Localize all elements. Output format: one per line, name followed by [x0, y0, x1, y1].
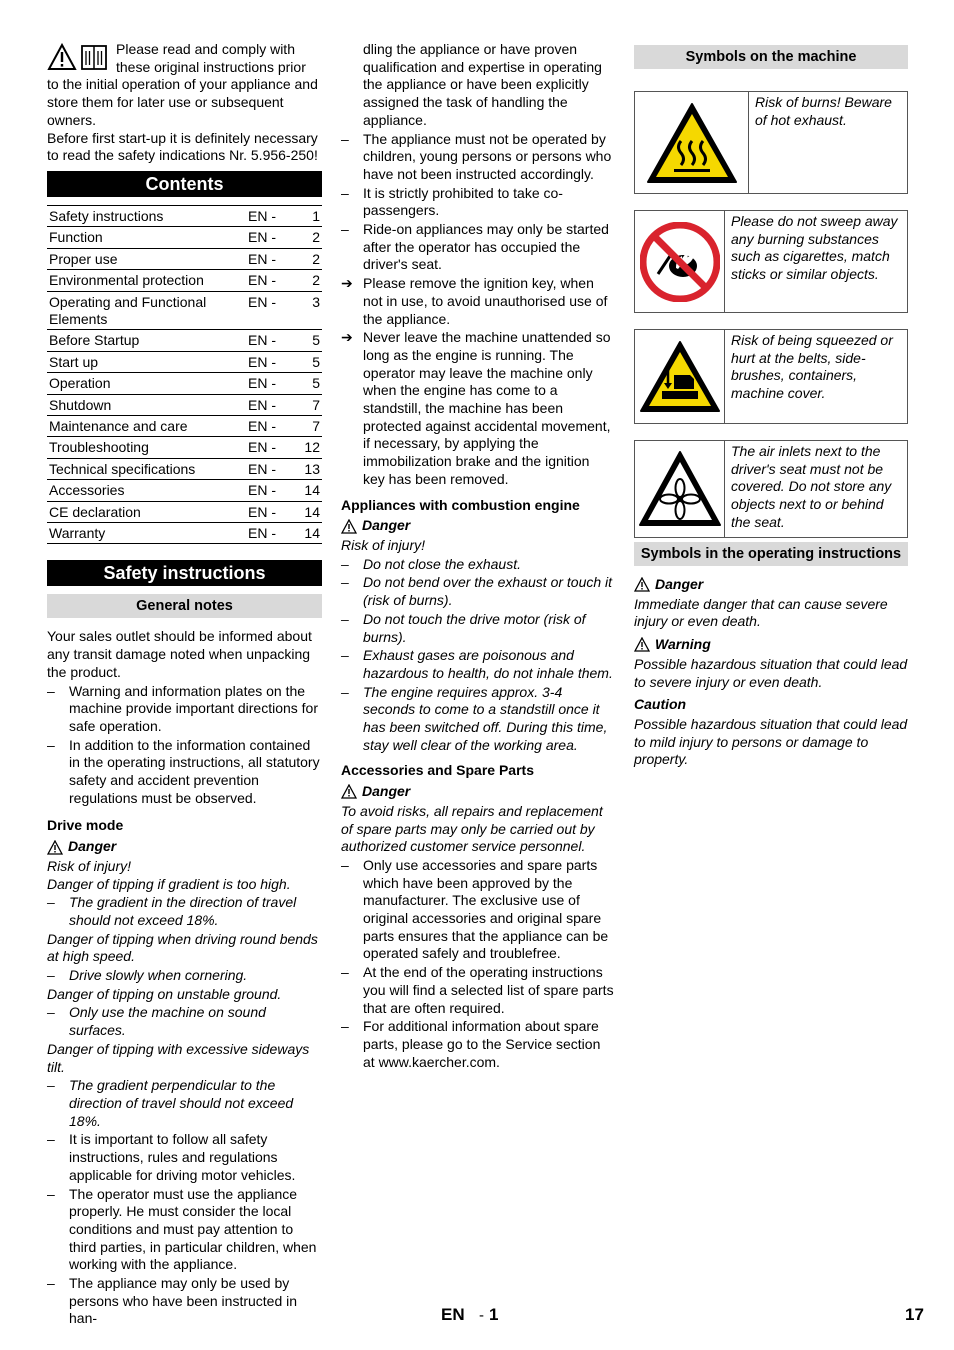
symbol-icon-cell — [635, 441, 725, 537]
contents-title: Contents — [47, 171, 322, 197]
toc-page: 2 — [294, 248, 322, 269]
intro-text-rest: to the initial operation of your appliance and store them for later use or subsequent owners. — [47, 76, 318, 128]
warning-heading: Warning — [634, 636, 908, 654]
safety-title: Safety instructions — [47, 560, 322, 586]
list-item: – The gradient in the direction of travel should not exceed 18%. — [47, 894, 297, 928]
column-3 — [634, 41, 908, 769]
table-row — [47, 394, 322, 415]
toc-en: EN - — [248, 458, 294, 479]
toc-en: EN - — [248, 415, 294, 436]
list-item: – At the end of the operating instructions you will find a selected list of spare parts that are often required. — [341, 964, 614, 1016]
warning-description: Possible hazardous situation that could lead to severe injury or even death. — [634, 655, 908, 690]
list-item: – Drive slowly when cornering. — [47, 967, 248, 984]
general-notes-title: General notes — [47, 594, 322, 618]
table-row — [47, 373, 322, 394]
toc-page: 14 — [294, 501, 322, 522]
table-row — [47, 415, 322, 436]
list-item: – It is important to follow all safety instructions, rules and regulations applicable for driving motor vehicles. — [47, 1131, 296, 1183]
table-row — [47, 227, 322, 248]
table-row — [47, 437, 322, 458]
toc-en: EN - — [248, 373, 294, 394]
toc-label: Troubleshooting — [47, 437, 248, 458]
toc-en: EN - — [248, 394, 294, 415]
toc-en: EN - — [248, 351, 294, 372]
footer-page-number: 17 — [905, 1305, 924, 1324]
table-row — [47, 330, 322, 351]
toc-page: 2 — [294, 227, 322, 248]
danger-heading: Danger — [341, 783, 614, 801]
intro-section — [47, 41, 322, 165]
intro-icons — [47, 43, 111, 75]
toc-en: EN - — [248, 248, 294, 269]
toc-en: EN - — [248, 523, 294, 544]
list-item: – For additional information about spare parts, please go to the Service section at www.kaercher.com. — [341, 1018, 601, 1070]
toc-en: EN - — [248, 205, 294, 226]
warning-triangle-icon — [634, 577, 650, 592]
symbol-icon-cell — [635, 330, 725, 423]
danger-heading: Danger — [341, 517, 614, 535]
general-notes-text: Your sales outlet should be informed about any transit damage noted when unpacking the product. — [47, 628, 312, 680]
warning-triangle-icon — [47, 840, 63, 855]
list-item: – The engine requires approx. 3-4 seconds to come to a standstill once it has been switched off. During this time, stay well clear of the working area. — [341, 683, 608, 753]
symbol-text: The air inlets next to the driver's seat must not be covered. Do not store any objects next to or behind the seat. — [731, 443, 892, 530]
toc-page: 13 — [294, 458, 322, 479]
table-row — [47, 205, 322, 226]
combustion-title: Appliances with combustion engine — [341, 496, 580, 513]
symbol-text: Risk of being squeezed or hurt at the belts, side-brushes, containers, machine cover. — [731, 332, 893, 402]
toc-en: EN - — [248, 330, 294, 351]
toc-page: 5 — [294, 351, 322, 372]
table-row — [47, 480, 322, 501]
toc-label: Technical specifications — [47, 458, 248, 479]
warning-triangle-icon — [634, 637, 650, 652]
danger-description: Immediate danger that can cause severe injury or even death. — [634, 595, 888, 630]
list-item: – Do not touch the drive motor (risk of burns). — [341, 610, 586, 645]
arrow-list-item: ➔ Please remove the ignition key, when not in use, to avoid unauthorised use of the appliance. — [341, 275, 608, 327]
list-item: – Only use accessories and spare parts which have been approved by the manufacturer. The exclusive use of original accessories and original spare parts ensures that the appliance can be operated safely and troublefree. — [341, 856, 609, 962]
hand-crush-warning-icon — [638, 339, 722, 415]
toc-label: Before Startup — [47, 330, 248, 351]
manual-book-icon — [79, 43, 109, 71]
page-footer — [0, 1306, 954, 1330]
drive-mode-title: Drive mode — [47, 817, 124, 834]
toc-label: Start up — [47, 351, 248, 372]
table-row — [47, 270, 322, 291]
toc-page: 5 — [294, 330, 322, 351]
toc-page: 2 — [294, 270, 322, 291]
drive-danger-2: Danger of tipping when driving round bends at high speed. — [47, 930, 318, 965]
list-item: – Do not close the exhaust. — [341, 555, 521, 572]
toc-label: Safety instructions — [47, 205, 248, 226]
toc-en: EN - — [248, 437, 294, 458]
drive-danger-3: Danger of tipping on unstable ground. — [47, 985, 282, 1002]
toc-en: EN - — [248, 501, 294, 522]
list-item: – The appliance may only be used by persons who have been instructed in han- — [47, 1275, 298, 1327]
footer-dash: - — [479, 1307, 484, 1324]
danger-heading: Danger — [47, 838, 322, 856]
column-1 — [47, 41, 322, 1329]
no-burning-objects-icon — [640, 222, 720, 302]
danger-heading: Danger — [634, 576, 908, 594]
list-item: – Warning and information plates on the machine provide important directions for safe operation. — [47, 682, 319, 734]
drive-danger-4: Danger of tipping with excessive sideways tilt. — [47, 1040, 310, 1075]
symbol-box — [634, 329, 908, 424]
footer-lang: EN — [441, 1305, 465, 1324]
toc-label: Proper use — [47, 248, 248, 269]
list-item: – Ride-on appliances may only be started after the operator has occupied the driver's seat. — [341, 221, 609, 273]
list-item: – Exhaust gases are poisonous and hazardous to health, do not inhale them. — [341, 647, 613, 681]
footer-section-number: 1 — [489, 1305, 499, 1324]
arrow-right-icon: ➔ — [341, 275, 353, 292]
warning-triangle-icon — [47, 43, 77, 71]
drive-danger-1: Danger of tipping if gradient is too high. — [47, 875, 291, 892]
hot-surface-warning-icon — [645, 101, 739, 185]
table-row — [47, 501, 322, 522]
table-row — [47, 248, 322, 269]
list-item: – It is strictly prohibited to take co-passengers. — [341, 184, 563, 219]
symbols-machine-title: Symbols on the machine — [634, 45, 908, 69]
toc-label: Operating and Functional Elements — [47, 291, 248, 330]
table-row — [47, 351, 322, 372]
toc-page: 3 — [294, 291, 322, 330]
table-row — [47, 523, 322, 544]
toc-label: Environmental protection — [47, 270, 248, 291]
warning-triangle-icon — [341, 519, 357, 534]
caution-description: Possible hazardous situation that could lead to mild injury to persons or damage to property. — [634, 715, 908, 768]
toc-page: 14 — [294, 523, 322, 544]
list-item: – The appliance must not be operated by children, young persons or persons who have not been instructed accordingly. — [341, 130, 612, 182]
toc-en: EN - — [248, 270, 294, 291]
table-row — [47, 458, 322, 479]
symbol-icon-cell — [635, 92, 749, 193]
symbol-icon-cell — [635, 211, 725, 312]
toc-label: Warranty — [47, 523, 248, 544]
toc-page: 12 — [294, 437, 322, 458]
symbol-box — [634, 210, 908, 313]
list-item: – In addition to the information contained in the operating instructions, all statutory safety and accident prevention regulations must be observed. — [47, 736, 320, 806]
fan-air-inlet-icon — [637, 449, 723, 529]
toc-en: EN - — [248, 480, 294, 501]
toc-page: 7 — [294, 415, 322, 436]
accessories-title: Accessories and Spare Parts — [341, 762, 534, 779]
list-item: – Do not bend over the exhaust or touch it (risk of burns). — [341, 574, 613, 609]
symbols-instructions-title: Symbols in the operating instructions — [634, 542, 908, 566]
accessories-danger-text: To avoid risks, all repairs and replacement of spare parts may only be carried out by authorized customer service personnel. — [341, 802, 603, 855]
toc-label: Function — [47, 227, 248, 248]
arrow-right-icon: ➔ — [341, 329, 353, 346]
toc-label: Shutdown — [47, 394, 248, 415]
symbol-text: Risk of burns! Beware of hot exhaust. — [755, 94, 892, 128]
warning-triangle-icon — [341, 784, 357, 799]
symbol-box — [634, 91, 908, 194]
toc-page: 5 — [294, 373, 322, 394]
symbol-box — [634, 440, 908, 538]
toc-page: 1 — [294, 205, 322, 226]
contents-table — [47, 205, 322, 545]
caution-heading: Caution — [634, 696, 687, 713]
list-item: – The operator must use the appliance properly. He must consider the local conditions and must pay attention to third parties, in particular children, when working with the appliance. — [47, 1185, 317, 1273]
toc-en: EN - — [248, 291, 294, 330]
risk-injury-text: Risk of injury! — [341, 536, 426, 553]
toc-label: Accessories — [47, 480, 248, 501]
intro-text-2: Before first start-up it is definitely necessary to read the safety indications Nr. 5.956-250! — [47, 129, 318, 164]
continued-text: dling the appliance or have proven qualification and expertise in operating the appliance or have been explicitly assigned the task of handling the appliance. — [363, 41, 602, 128]
column-2 — [341, 41, 614, 1072]
intro-text-first: Please read and comply with these original instructions prior — [116, 41, 306, 75]
toc-page: 14 — [294, 480, 322, 501]
toc-en: EN - — [248, 227, 294, 248]
toc-label: Operation — [47, 373, 248, 394]
arrow-list-item: ➔ Never leave the machine unattended so long as the engine is running. The operator may leave the machine only when the engine has come to a standstill, the machine has been protected against accidental movement, if necessary, by applying the immobilization brake and the ignition key has been removed. — [341, 329, 611, 487]
toc-label: Maintenance and care — [47, 415, 248, 436]
symbol-text: Please do not sweep away any burning substances such as cigarettes, match sticks or similar objects. — [731, 213, 898, 283]
risk-injury-text: Risk of injury! — [47, 857, 132, 874]
table-row — [47, 291, 322, 330]
toc-label: CE declaration — [47, 501, 248, 522]
list-item: – The gradient perpendicular to the direction of travel should not exceed 18%. — [47, 1077, 294, 1129]
toc-page: 7 — [294, 394, 322, 415]
list-item: – Only use the machine on sound surfaces. — [47, 1004, 266, 1039]
